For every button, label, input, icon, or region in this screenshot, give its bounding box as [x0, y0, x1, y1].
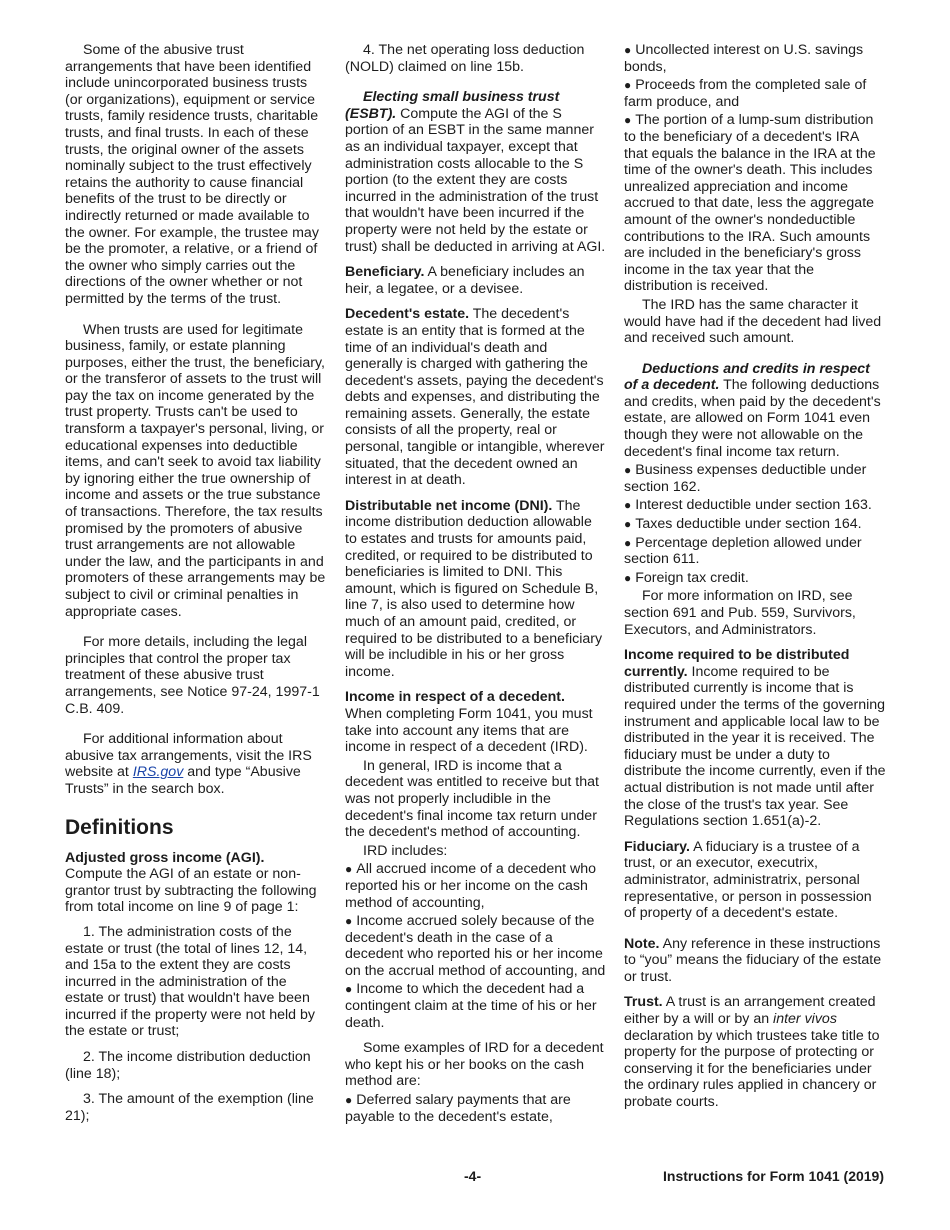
ird-bullet-1: All accrued income of a decedent who reported his or her income on the cash method of accounting,: [345, 861, 597, 911]
column-1: [65, 42, 327, 1133]
list-item: [624, 462, 886, 495]
list-item: [624, 570, 886, 587]
bullet-icon: ●: [624, 498, 632, 513]
bullet-icon: ●: [624, 78, 632, 93]
ird-bullet-2: Income accrued solely because of the decedent's death in the case of a decedent who reported his or her income on the accrual method of accounting, and: [345, 913, 606, 979]
list-item: [345, 913, 607, 979]
form-title-footer: Instructions for Form 1041 (2019): [663, 1168, 884, 1184]
additional-info-paragraph: [65, 731, 327, 797]
example-bullet-1: Deferred salary payments that are payable to the decedent's estate,: [345, 1092, 571, 1125]
ird-text: When completing Form 1041, you must take into account any items that are income in respect of a decedent (IRD).: [345, 705, 593, 756]
income-required-definition: [624, 647, 886, 830]
fiduciary-definition: [624, 839, 886, 922]
note-text: Any reference in these instructions to “you” means the fiduciary of the estate or trust.: [624, 935, 882, 985]
decedents-estate-term: Decedent's estate.: [345, 306, 470, 323]
list-item: [624, 516, 886, 533]
ird-character-paragraph: The IRD has the same character it would have had if the decedent had lived and received such amount.: [624, 296, 882, 347]
list-item: [345, 1092, 607, 1125]
column-3: [624, 42, 886, 1120]
bullet-icon: ●: [624, 463, 632, 478]
fiduciary-term: Fiduciary.: [624, 838, 690, 855]
beneficiary-term: Beneficiary.: [345, 264, 425, 281]
deduction-bullet-5: Foreign tax credit.: [635, 569, 749, 586]
bullet-icon: ●: [624, 517, 632, 532]
inter-vivos-term: inter vivos: [773, 1011, 837, 1028]
ird-general-paragraph: In general, IRD is income that a decedent was entitled to receive but that was not properly includible in the decedent's final income tax return under the decedent's method of accounting.: [345, 757, 599, 841]
deductions-paragraph: [624, 361, 886, 461]
list-item: [624, 112, 886, 295]
ird-examples-paragraph: Some examples of IRD for a decedent who kept his or her books on the cash method are:: [345, 1040, 604, 1090]
deduction-bullet-1: Business expenses deductible under section 162.: [624, 462, 867, 495]
deductions-term: Deductions and credits in respect of a decedent.: [624, 360, 870, 394]
list-item: [345, 861, 607, 911]
list-item: [624, 42, 886, 75]
dni-term: Distributable net income (DNI).: [345, 497, 553, 514]
ird-definition: [345, 689, 607, 755]
example-bullet-2: Uncollected interest on U.S. savings bonds,: [624, 42, 864, 75]
esbt-paragraph: [345, 89, 607, 255]
irs-gov-link[interactable]: IRS.gov: [132, 764, 184, 781]
definitions-heading: Definitions: [65, 815, 174, 839]
agi-text: Compute the AGI of an estate or non-grantor trust by subtracting the following from total income on line 9 of page 1:: [65, 866, 317, 916]
beneficiary-definition: [345, 264, 607, 297]
list-item: [624, 77, 886, 110]
abusive-trusts-paragraph: Some of the abusive trust arrangements that have been identified include unincorporated business trusts (or organizations), equipment or service trusts, family residence trusts, charitable trusts, and final trusts. In each of these trusts, the original owner of the assets nominally subject to the trust effectively retains the authority to cause financial benefits of the trust to be directly or indirectly returned or made available to the owner. For example, the trustee may be the promoter, a relative, or a friend of the owner who simply carries out the directions of the owner whether or not permitted by the terms of the trust.: [65, 42, 319, 307]
bullet-icon: ●: [624, 113, 632, 128]
note-paragraph: [624, 936, 886, 986]
trust-text-a: A trust is an arrangement created either by a will or by an: [624, 994, 876, 1028]
bullet-icon: ●: [345, 862, 353, 877]
list-item: [624, 535, 886, 568]
bullet-icon: ●: [624, 535, 632, 550]
note-term: Note.: [624, 935, 660, 952]
trust-definition: [624, 994, 886, 1110]
bullet-icon: ●: [624, 43, 632, 57]
agi-item-4: 4. The net operating loss deduction (NOLD) claimed on line 15b.: [345, 42, 585, 75]
page-number: -4-: [464, 1168, 482, 1184]
agi-definition: [65, 850, 327, 916]
ird-term: Income in respect of a decedent.: [345, 689, 565, 706]
list-item: [624, 497, 886, 514]
more-info-ird-paragraph: For more information on IRD, see section 691 and Pub. 559, Survivors, Executors, and Administrators.: [624, 588, 856, 638]
example-bullet-3: Proceeds from the completed sale of farm produce, and: [624, 77, 867, 110]
trust-term: Trust.: [624, 994, 663, 1011]
ird-bullet-3: Income to which the decedent had a contingent claim at the time of his or her death.: [345, 981, 597, 1031]
agi-item-2: 2. The income distribution deduction (line 18);: [65, 1049, 311, 1082]
dni-text: The income distribution deduction allowable to estates and trusts for amounts paid, credited, or required to be distributed to beneficiaries is limited to DNI. This amount, which is figured on Schedule B, line 7, is also used to determine how much of an amount paid, credited, or required to be distributed to a beneficiary will be includible in his or her gross income.: [345, 497, 603, 680]
beneficiary-text: A beneficiary includes an heir, a legatee, or a devisee.: [345, 264, 585, 297]
bullet-icon: ●: [345, 982, 353, 997]
deduction-bullet-3: Taxes deductible under section 164.: [635, 516, 862, 533]
deduction-bullet-2: Interest deductible under section 163.: [635, 497, 872, 514]
fiduciary-text: A fiduciary is a trustee of a trust, or an executor, executrix, administrator, administratrix, personal representative, or person in possession of property of a decedent's estate.: [624, 838, 872, 922]
deductions-text: The following deductions and credits, when paid by the decedent's estate, are allowed on Form 1041 even though they were not allowable on the decedent's final income tax return.: [624, 377, 881, 460]
dni-definition: [345, 498, 607, 681]
bullet-icon: ●: [624, 570, 632, 585]
agi-term: Adjusted gross income (AGI).: [65, 849, 265, 866]
column-2: [345, 42, 607, 1127]
list-item: [345, 981, 607, 1031]
income-required-term: Income required to be distributed currently.: [624, 647, 850, 680]
decedents-estate-definition: [345, 306, 607, 489]
more-details-paragraph: For more details, including the legal principles that control the proper tax treatment of these abusive trust arrangements, see Notice 97-24, 1997-1 C.B. 409.: [65, 634, 320, 717]
legitimate-trusts-paragraph: When trusts are used for legitimate business, family, or estate planning purposes, either the trust, the beneficiary, or the transferor of assets to the trust will pay the tax on income generated by the trust property. Trusts can't be used to transform a taxpayer's personal, living, or educational expenses into deductible items, and can't seek to avoid tax liability by ignoring either the true ownership of income and assets or the true substance of transactions. Therefore, the tax results promised by the promoters of abusive trust arrangements are not allowable under the law, and the participants in and promoters of these arrangements may be subject to civil or criminal penalties in appropriate cases.: [65, 321, 326, 620]
decedents-estate-text: The decedent's estate is an entity that is formed at the time of an individual's death and generally is charged with gathering the decedent's assets, paying the decedent's debts and expenses, and distributing the remaining assets. Generally, the estate consists of all the property, real or personal, tangible or intangible, wherever situated, that the decedent owned an interest in at death.: [345, 306, 605, 489]
esbt-text: Compute the AGI of the S portion of an ESBT in the same manner as an individual taxpayer, except that administration costs allocable to the S portion (to the extent they are costs incurred in the administration of the trust that wouldn't have been incurred if the property were not held by the estate or trust) shall be deducted in arriving at AGI.: [345, 105, 606, 255]
bullet-icon: ●: [345, 914, 353, 929]
agi-item-1: 1. The administration costs of the estate or trust (the total of lines 12, 14, and 15a to the extent they are costs incurred in the administration of the estate or trust) that wouldn't have been incurred if the property were not held by the estate or trust;: [65, 923, 315, 1040]
example-bullet-4: The portion of a lump-sum distribution to the beneficiary of a decedent's IRA that equals the balance in the IRA at the time of the owner's death. This includes unrealized appreciation and income accrued to that date, less the aggregate amount of the owner's nondeductible contributions to the IRA. Such amounts are included in the beneficiary's gross income in the tax year that the distribution is received.: [624, 112, 876, 295]
agi-item-3: 3. The amount of the exemption (line 21);: [65, 1091, 314, 1124]
ird-includes-label: IRD includes:: [363, 842, 448, 859]
bullet-icon: ●: [345, 1093, 353, 1108]
additional-info-text-b: and type “Abusive Trusts” in the search box.: [65, 764, 301, 797]
esbt-term: Electing small business trust (ESBT).: [345, 89, 560, 122]
trust-text-b: declaration by which trustees take title to property for the purpose of protecting or conserving it for the beneficiaries under the ordinary rules applied in chancery or probate courts.: [624, 1027, 880, 1111]
income-required-text: Income required to be distributed currently is income that is required under the terms of the governing instrument and applicable local law to be distributed in the year it is received. The fiduciary must be under a duty to distribute the income currently, even if the actual distribution is not made until after the close of the trust's tax year. See Regulations section 1.651(a)-2.: [624, 663, 886, 830]
deduction-bullet-4: Percentage depletion allowed under section 611.: [624, 534, 862, 568]
additional-info-text-a: For additional information about abusive tax arrangements, visit the IRS website at: [65, 731, 312, 781]
